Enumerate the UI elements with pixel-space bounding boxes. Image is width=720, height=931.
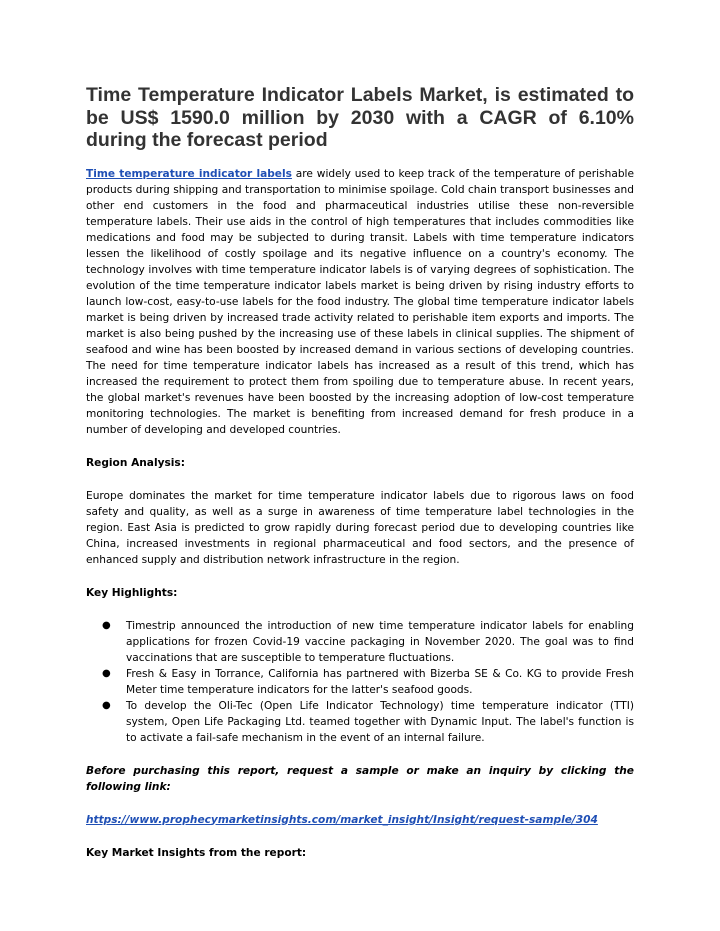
request-sample-link[interactable]: https://www.prophecymarketinsights.com/market_insight/Insight/request-sample/304 <box>86 813 598 826</box>
cta-link-line <box>86 812 634 828</box>
list-item: ● To develop the Oli-Tec (Open Life Indicator Technology) time temperature indicator (TTI) system, Open Life Packaging Ltd. teamed together with Dynamic Input. The label's function is to activate a fail-safe mechanism in the event of an internal failure. <box>102 699 634 744</box>
list-item: ● Timestrip announced the introduction of new time temperature indicator labels for enabling applications for frozen Covid-19 vaccine packaging in November 2020. The goal was to find vaccinations that are susceptible to temperature fluctuations. <box>102 619 634 664</box>
highlights-heading: Key Highlights: <box>86 586 178 599</box>
list-item: ● Fresh & Easy in Torrance, California has partnered with Bizerba SE & Co. KG to provide Fresh Meter time temperature indicators for the latter's seafood goods. <box>102 667 634 696</box>
region-heading: Region Analysis: <box>86 456 185 469</box>
region-paragraph: Europe dominates the market for time temperature indicator labels due to rigorous laws on food safety and quality, as well as a surge in awareness of time temperature label technologies in the region. East Asia is predicted to grow rapidly during forecast period due to developing countries like China, increased investments in regional pharmaceutical and food sectors, and the presence of enhanced supply and distribution network infrastructure in the region. <box>86 489 634 566</box>
bullet-icon: ● <box>102 667 111 679</box>
intro-text: are widely used to keep track of the temperature of perishable products during shipping and transportation to minimise spoilage. Cold chain transport businesses and other end customers in the food and pharmaceutical industries utilise these non-reversible temperature labels. Their use aids in the control of high temperatures that includes commodities like medications and food may be subjected to during transit. Labels with time temperature indicators lessen the likelihood of costly spoilage and its negative influence on a country's economy. The technology involves with time temperature indicator labels is of varying degrees of sophistication. The evolution of the time temperature indicator labels market is being driven by rising industry efforts to launch low-cost, easy-to-use labels for the food industry. The global time temperature indicator labels market is being driven by increased trade activity related to perishable item exports and imports. The market is also being pushed by the increasing use of these labels in clinical supplies. The shipment of seafood and wine has been boosted by increased demand in various sections of developing countries. The need for time temperature indicator labels has increased as a result of this trend, which has increased the requirement to protect them from spoiling due to temperature abuse. In recent years, the global market's revenues have been boosted by the increasing adoption of low-cost temperature monitoring technologies. The market is benefiting from increased demand for fresh produce in a number of developing and developed countries. <box>86 167 634 436</box>
ttil-link[interactable]: Time temperature indicator labels <box>86 167 292 180</box>
bullet-icon: ● <box>102 699 111 711</box>
bullet-icon: ● <box>102 619 111 631</box>
page-title: Time Temperature Indicator Labels Market, is estimated to be US$ 1590.0 million by 2030 with a CAGR of 6.10% during the forecast period <box>86 84 634 151</box>
intro-paragraph <box>86 166 634 438</box>
insights-heading: Key Market Insights from the report: <box>86 846 307 859</box>
highlights-list <box>86 618 634 746</box>
cta-text: Before purchasing this report, request a sample or make an inquiry by clicking the following link: <box>86 764 634 793</box>
